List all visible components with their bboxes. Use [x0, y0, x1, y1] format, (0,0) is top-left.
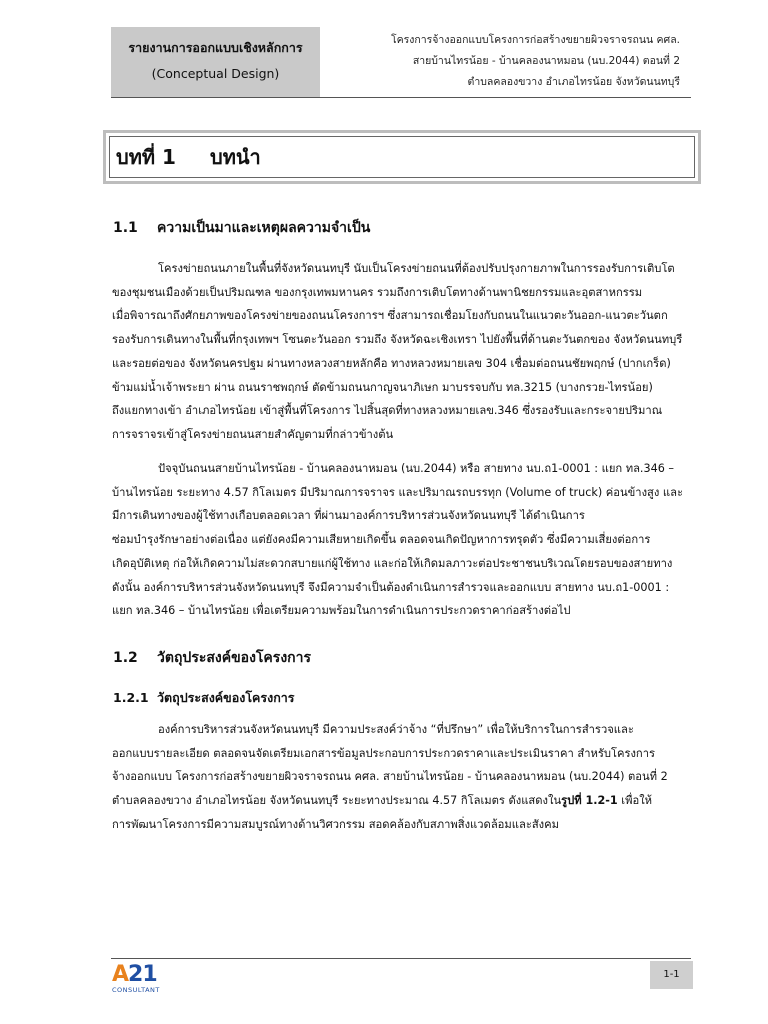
- section-title: วัตถุประสงค์ของโครงการ: [157, 650, 312, 666]
- section-title: ความเป็นมาและเหตุผลความจำเป็น: [157, 220, 371, 236]
- report-title-en: (Conceptual Design): [151, 66, 280, 81]
- section-number: 1.1: [113, 220, 138, 236]
- logo-subtitle: CONSULTANT: [112, 986, 160, 994]
- chapter-number: บทที่ 1: [116, 145, 176, 169]
- text-line: และรอยต่อของ จังหวัดนครปฐม ผ่านทางหลวงสายหลักคือ ทางหลวงหมายเลข 304 เชื่อมต่อถนนชัยพฤกษ์ (ปากเกร็ด): [112, 356, 671, 370]
- chapter-title-box: [103, 130, 701, 184]
- text-line: ซ่อมบำรุงรักษาอย่างต่อเนื่อง แต่ยังคงมีความเสียหายเกิดขึ้น ตลอดจนเกิดปัญหาการทรุดตัว ซึ่งมีความเสี่ยงต่อการ: [112, 533, 651, 547]
- project-line-1: โครงการจ้างออกแบบโครงการก่อสร้างขยายผิวจราจรถนน คศล.: [390, 34, 680, 46]
- text-line: ถึงแยกทางเข้า อำเภอไทรน้อย เข้าสู่พื้นที่โครงการ ไปสิ้นสุดที่ทางหลวงหมายเลข.346 ซึ่งรองรับและกระจายปริมาณ: [112, 404, 663, 418]
- text-line: ออกแบบรายละเอียด ตลอดจนจัดเตรียมเอกสารข้อมูลประกอบการประกวดราคาและประเมินราคา สำหรับโครงการ: [112, 746, 655, 760]
- figure-reference: รูปที่ 1.2-1: [561, 794, 618, 808]
- chapter-title: บทนำ: [210, 145, 261, 169]
- report-title-th: รายงานการออกแบบเชิงหลักการ: [128, 40, 303, 55]
- text-fragment: ตำบลคลองขวาง อำเภอไทรน้อย จังหวัดนนทบุรี ระยะทางประมาณ 4.57 กิโลเมตร ดังแสดงใน: [112, 794, 562, 808]
- text-fragment: เพื่อให้: [617, 794, 653, 808]
- text-line: [112, 789, 695, 813]
- project-header: [391, 30, 680, 93]
- text-line: ของชุมชนเมืองด้วยเป็นปริมณฑล ของกรุงเทพมหานคร รวมถึงการเติบโตทางด้านพานิชยกรรมและอุตสาหกรรม: [112, 285, 643, 299]
- section-title: วัตถุประสงค์ของโครงการ: [157, 690, 295, 705]
- section-number: 1.2.1: [113, 690, 149, 705]
- paragraph-1-2-1: [112, 718, 695, 837]
- text-line: จ้างออกแบบ โครงการก่อสร้างขยายผิวจราจรถนน คศล. สายบ้านไทรน้อย - บ้านคลองนาหมอน (นบ.2044) ตอนที่ 2: [112, 770, 668, 784]
- section-heading-1-2-1: [113, 688, 295, 708]
- section-heading-1-1: [113, 217, 370, 239]
- text-line: ข้ามแม่น้ำเจ้าพระยา ผ่าน ถนนราชพฤกษ์ ตัดข้ามถนนกาญจนาภิเษก มาบรรจบกับ ทล.3215 (บางกรวย-ไทรน้อย): [112, 380, 653, 394]
- logo-digits: 21: [128, 962, 157, 987]
- footer-divider: [111, 958, 691, 959]
- report-title-box: [111, 27, 320, 97]
- logo-mark: [112, 964, 172, 986]
- project-line-3: ตำบลคลองขวาง อำเภอไทรน้อย จังหวัดนนทบุรี: [467, 76, 680, 88]
- text-line: ปัจจุบันถนนสายบ้านไทรน้อย - บ้านคลองนาหมอน (นบ.2044) หรือ สายทาง นบ.ถ1-0001 : แยก ทล.346 –: [158, 462, 674, 475]
- header-divider: [111, 97, 691, 98]
- page-number: 1-1: [650, 961, 693, 989]
- text-line: รองรับการเดินทางในพื้นที่กรุงเทพฯ โซนตะวันออก รวมถึง จังหวัดฉะเชิงเทรา ไปยังพื้นที่ด้านตะวันตกของ จังหวัดนนทบุรี: [112, 333, 683, 347]
- logo-letter-a: A: [112, 962, 129, 987]
- text-line: แยก ทล.346 – บ้านไทรน้อย เพื่อเตรียมความพร้อมในการดำเนินการประกวดราคาก่อสร้างต่อไป: [112, 604, 571, 618]
- text-line: องค์การบริหารส่วนจังหวัดนนทบุรี มีความประสงค์ว่าจ้าง “ที่ปรึกษา” เพื่อให้บริการในการสำรวจและ: [158, 723, 634, 736]
- text-line: การจราจรเข้าสู่โครงข่ายถนนสายสำคัญตามที่กล่าวข้างต้น: [112, 427, 394, 441]
- section-heading-1-2: [113, 647, 311, 669]
- text-line: มีการเดินทางของผู้ใช้ทางเกือบตลอดเวลา ที่ผ่านมาองค์การบริหารส่วนจังหวัดนนทบุรี ได้ดำเนินการ: [112, 509, 585, 523]
- paragraph-1-1-b: [112, 457, 695, 623]
- text-line: โครงข่ายถนนภายในพื้นที่จังหวัดนนทบุรี นับเป็นโครงข่ายถนนที่ต้องปรับปรุงกายภาพในการรองรับการเติบโต: [158, 262, 675, 275]
- text-line: บ้านไทรน้อย ระยะทาง 4.57 กิโลเมตร มีปริมาณการจราจร และปริมาณรถบรรทุก (Volume of truck) ค่อนข้างสูง และ: [112, 485, 683, 499]
- text-line: ดังนั้น องค์การบริหารส่วนจังหวัดนนทบุรี จึงมีความจำเป็นต้องดำเนินการสำรวจและออกแบบ สายทาง นบ.ถ1-0001 :: [112, 580, 670, 594]
- text-line: เมื่อพิจารณาถึงศักยภาพของโครงข่ายของถนนโครงการฯ ซึ่งสามารถเชื่อมโยงกับถนนในแนวตะวันออก-แนวตะวันตก: [112, 309, 668, 323]
- project-line-2: สายบ้านไทรน้อย - บ้านคลองนาหมอน (นบ.2044) ตอนที่ 2: [412, 55, 680, 67]
- text-line: การพัฒนาโครงการมีความสมบูรณ์ทางด้านวิศวกรรม สอดคล้องกับสภาพสิ่งแวดล้อมและสังคม: [112, 817, 559, 831]
- section-number: 1.2: [113, 650, 138, 666]
- company-logo: [112, 964, 172, 996]
- paragraph-1-1-a: [112, 257, 695, 447]
- text-line: เกิดอุบัติเหตุ ก่อให้เกิดความไม่สะดวกสบายแก่ผู้ใช้ทาง และก่อให้เกิดมลภาวะต่อประชาชนบริเวณโดยรอบของสายทาง: [112, 556, 673, 570]
